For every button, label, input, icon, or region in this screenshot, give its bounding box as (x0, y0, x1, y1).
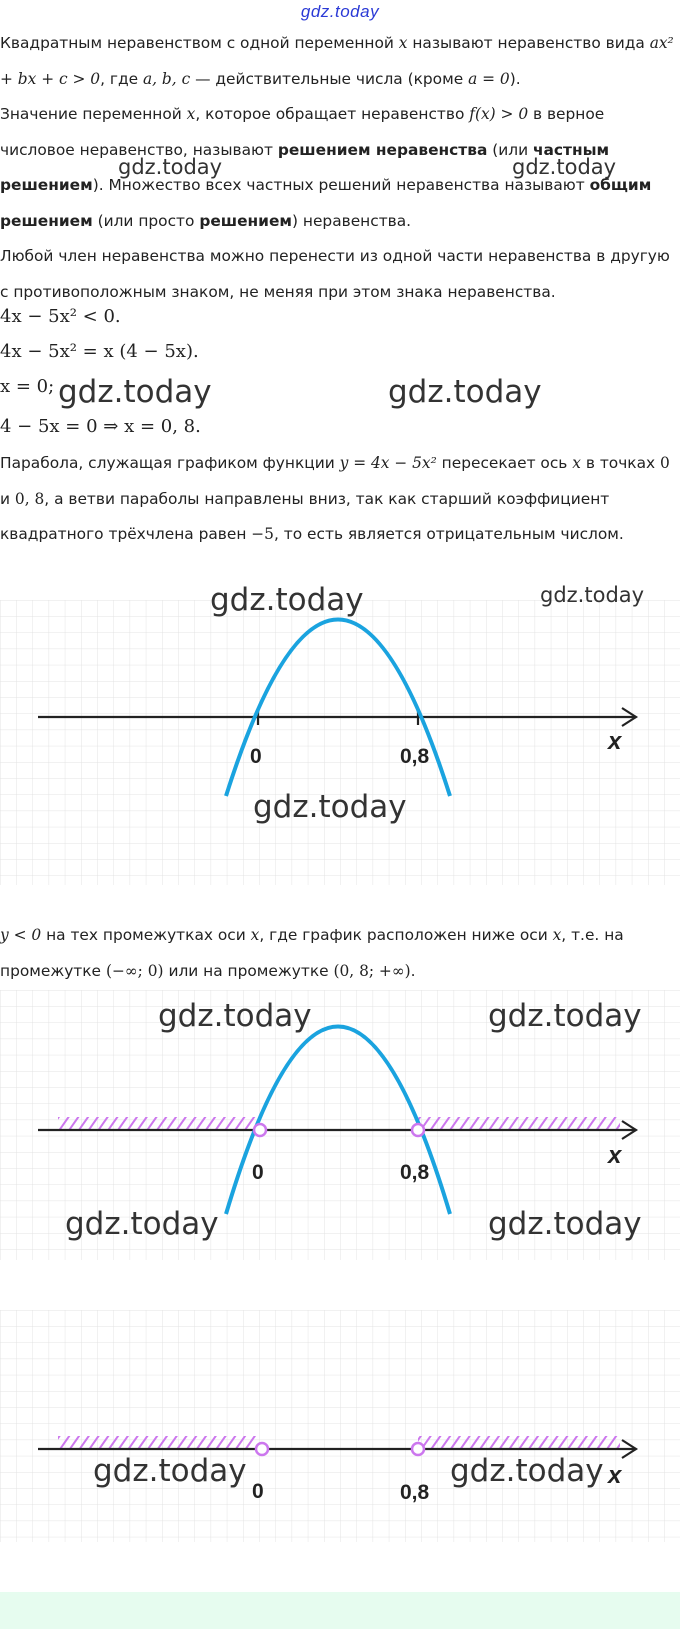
tick-label-08: 0,8 (400, 745, 430, 768)
math-var: x (572, 454, 581, 472)
axis-label-x: x (608, 728, 622, 755)
conclusion-inequality: y < 0 (0, 926, 42, 944)
parabola-paragraph (0, 446, 676, 553)
grid (0, 600, 680, 885)
theory-p2-text: , которое обращает неравенство (195, 105, 470, 123)
theory-p1-text: — действительные числа (кроме (190, 69, 469, 88)
watermark: gdz.today (93, 1453, 247, 1489)
hatch-right (418, 1436, 620, 1449)
hatch-left (58, 1117, 258, 1130)
hatch-left (58, 1436, 258, 1449)
watermark: gdz.today (158, 998, 312, 1034)
theory-p1-text: , где (100, 69, 143, 88)
solution-line-4: 4 − 5x = 0 ⇒ x = 0, 8. (0, 416, 201, 437)
theory-p1-text: называют неравенство вида (407, 34, 650, 52)
watermark: gdz.today (488, 998, 642, 1034)
term-particular-solution: частным решением (0, 140, 610, 194)
watermark: gdz.today (210, 582, 364, 618)
solution-line-3: x = 0; (0, 376, 55, 397)
theory-p2-text: ) неравенства. (292, 211, 412, 230)
para-text: и (0, 489, 15, 508)
watermark: gdz.today (450, 1453, 604, 1489)
term-general-solution: общим решением (0, 176, 652, 230)
figure-number-line (0, 1310, 680, 1542)
watermark: gdz.today (488, 1206, 642, 1242)
grid (0, 1310, 680, 1542)
math-var: x (398, 34, 408, 52)
watermark: gdz.today (388, 374, 542, 410)
term-solution: решением неравенства (277, 140, 488, 159)
root-value: 0, 8 (14, 489, 45, 508)
interval-2: (0, 8; +∞) (333, 961, 411, 980)
coefficients: a, b, c (142, 69, 191, 88)
hatch-right (418, 1117, 620, 1130)
tick-label-0: 0 (250, 745, 262, 768)
tick-label-08: 0,8 (400, 1161, 430, 1184)
tick-label-0: 0 (252, 1161, 264, 1184)
quadratic-formula: ax² + bx + c > 0 (0, 34, 674, 88)
solution-line-2: 4x − 5x² = x (4 − 5x). (0, 341, 199, 362)
concl-text: , где график расположен ниже оси (259, 926, 553, 944)
term-solution-short: решением (199, 211, 292, 230)
theory-p3-text: Любой член неравенства можно перенести из одной части неравенства в другую с противоположным знаком, не меняя при этом знака неравенства. (0, 247, 670, 301)
concl-text: или на промежутке (163, 961, 334, 980)
concl-text: на тех промежутках оси (41, 926, 251, 944)
figure-parabola (0, 600, 680, 885)
condition: a = 0 (468, 69, 510, 88)
tick-label-08: 0,8 (400, 1481, 430, 1504)
open-point-08 (412, 1124, 424, 1136)
axis-label-x: x (608, 1142, 622, 1169)
conclusion-paragraph (0, 918, 676, 989)
theory-p2-text: (или просто (92, 211, 200, 230)
watermark: gdz.today (118, 155, 223, 179)
watermark: gdz.today (65, 1206, 219, 1242)
axis-label-x: x (608, 1462, 622, 1489)
concl-text: . (410, 961, 416, 980)
theory-p2-text: (или (487, 140, 533, 159)
theory-p2-text: в верное числовое неравенство, называют (0, 105, 605, 159)
watermark: gdz.today (253, 789, 407, 825)
inequality-formula: f(x) > 0 (469, 105, 529, 123)
math-var: x (552, 926, 562, 944)
open-point-0 (254, 1124, 266, 1136)
solution-line-1: 4x − 5x² < 0. (0, 306, 121, 327)
interval-1: (−∞; 0) (105, 961, 164, 980)
theory-p1-text: ). (509, 69, 521, 88)
function-formula: y = 4x − 5x² (339, 454, 437, 472)
watermark: gdz.today (512, 155, 617, 179)
footer-band (0, 1592, 680, 1629)
para-text: , а ветви параболы направлены вниз, так как старший коэффициент квадратного трёхчлена равен (0, 489, 610, 543)
site-logo[interactable]: gdz.today (300, 2, 380, 21)
math-var: x (186, 105, 196, 123)
open-point-0 (256, 1443, 268, 1455)
para-text: пересекает ось (436, 454, 573, 472)
watermark: gdz.today (540, 583, 645, 607)
watermark: gdz.today (58, 374, 212, 410)
root-value: 0 (660, 454, 670, 472)
theory-p2-text: Значение переменной (0, 105, 187, 123)
theory-p1-text: Квадратным неравенством с одной переменной (0, 34, 399, 52)
open-point-08 (412, 1443, 424, 1455)
para-text: Парабола, служащая графиком функции (0, 454, 340, 472)
para-text: , то есть является отрицательным числом. (273, 525, 624, 543)
tick-label-0: 0 (252, 1480, 264, 1503)
para-text: в точках (580, 454, 661, 472)
theory-p2-text: ). Множество всех частных решений неравенства называют (92, 176, 590, 194)
concl-text: , т.е. на промежутке (0, 926, 624, 980)
leading-coefficient: −5 (251, 525, 274, 543)
math-var: x (250, 926, 260, 944)
